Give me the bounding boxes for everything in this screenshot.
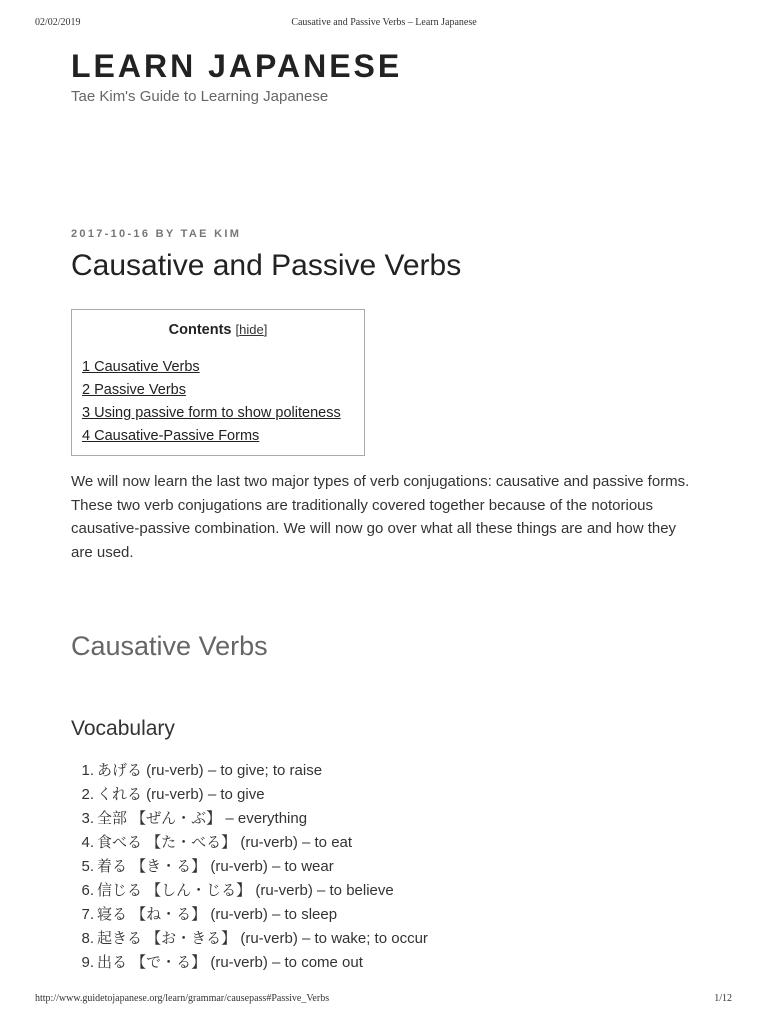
- vocabulary-list: [78, 759, 428, 975]
- toc-hide-link[interactable]: hide: [239, 322, 264, 337]
- vocab-text: 着る 【き・る】 (ru-verb) – to wear: [97, 858, 334, 875]
- toc-item: [82, 356, 341, 379]
- vocab-number: 3.: [81, 810, 94, 827]
- vocab-item: [78, 807, 428, 831]
- vocab-item: [78, 855, 428, 879]
- entry-meta[interactable]: 2017-10-16 BY TAE KIM: [71, 228, 242, 240]
- toc-list: [82, 356, 341, 448]
- toc-toggle-open: [: [235, 322, 240, 337]
- site-title[interactable]: LEARN JAPANESE: [71, 48, 403, 84]
- toc-header: [72, 322, 364, 338]
- vocab-text: 寝る 【ね・る】 (ru-verb) – to sleep: [97, 906, 338, 923]
- vocab-number: 5.: [81, 858, 94, 875]
- toc-toggle-close: ]: [263, 322, 268, 337]
- vocab-text: 出る 【で・る】 (ru-verb) – to come out: [97, 954, 363, 971]
- vocab-number: 6.: [81, 882, 94, 899]
- toc-item: [82, 402, 341, 425]
- vocab-number: 2.: [81, 786, 94, 803]
- vocab-text: くれる (ru-verb) – to give: [97, 786, 265, 803]
- toc-link-causative-verbs[interactable]: 1 Causative Verbs: [82, 359, 200, 375]
- vocab-item: [78, 759, 428, 783]
- vocab-item: [78, 903, 428, 927]
- toc-toggle: [236, 322, 268, 337]
- toc-link-politeness[interactable]: 3 Using passive form to show politeness: [82, 405, 341, 421]
- vocab-text: あげる (ru-verb) – to give; to raise: [97, 762, 323, 779]
- vocab-number: 4.: [81, 834, 94, 851]
- print-date: 02/02/2019: [35, 17, 81, 28]
- toc-item: [82, 379, 341, 402]
- vocab-item: [78, 927, 428, 951]
- print-url: http://www.guidetojapanese.org/learn/grammar/causepass#Passive_Verbs: [35, 993, 330, 1004]
- page-title: Causative and Passive Verbs: [71, 249, 462, 282]
- vocab-item: [78, 783, 428, 807]
- subheading-vocabulary: Vocabulary: [71, 717, 175, 740]
- section-heading-causative-verbs: Causative Verbs: [71, 631, 268, 661]
- vocab-text: 全部 【ぜん・ぶ】 – everything: [97, 810, 308, 827]
- vocab-item: [78, 951, 428, 975]
- vocab-text: 信じる 【しん・じる】 (ru-verb) – to believe: [97, 882, 394, 899]
- vocab-number: 8.: [81, 930, 94, 947]
- vocab-number: 1.: [81, 762, 94, 779]
- intro-paragraph: We will now learn the last two major types of verb conjugations: causative and passive forms. These two verb conjugations are traditionally covered together because of the notorious causative-passive combination. We will now go over what all these things are and how they are used.: [71, 473, 690, 561]
- toc-item: [82, 425, 341, 448]
- print-page-number: 1/12: [714, 993, 732, 1004]
- toc-link-causative-passive[interactable]: 4 Causative-Passive Forms: [82, 428, 260, 444]
- toc-title: Contents: [168, 322, 232, 338]
- vocab-number: 9.: [81, 954, 94, 971]
- print-header: [0, 17, 768, 31]
- site-description: Tae Kim's Guide to Learning Japanese: [71, 88, 329, 105]
- print-footer: [0, 993, 768, 1007]
- toc-link-passive-verbs[interactable]: 2 Passive Verbs: [82, 382, 186, 398]
- vocab-text: 起きる 【お・きる】 (ru-verb) – to wake; to occur: [97, 930, 428, 947]
- vocab-text: 食べる 【た・べる】 (ru-verb) – to eat: [97, 834, 353, 851]
- vocab-item: [78, 879, 428, 903]
- table-of-contents: [71, 309, 365, 456]
- vocab-item: [78, 831, 428, 855]
- print-page-title: Causative and Passive Verbs – Learn Japanese: [291, 17, 477, 28]
- vocab-number: 7.: [81, 906, 94, 923]
